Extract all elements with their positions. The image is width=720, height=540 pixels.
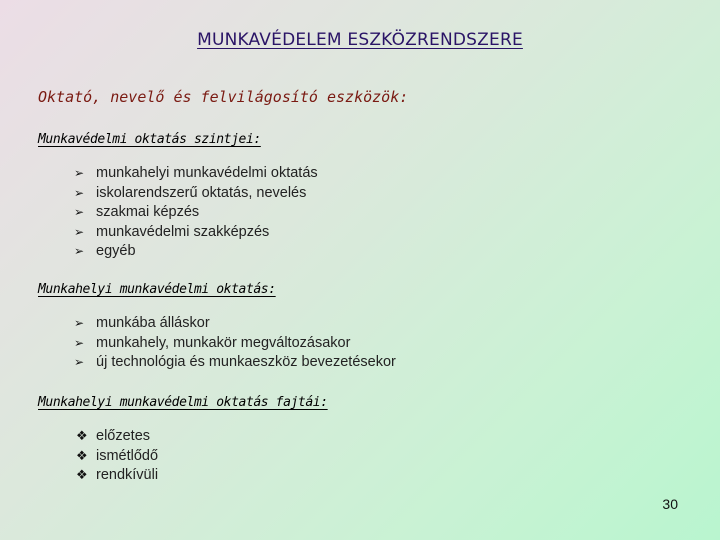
list-item: ➢ munkavédelmi szakképzés [74,223,318,243]
arrowhead-bullet-icon: ➢ [74,224,85,239]
arrowhead-bullet-icon: ➢ [74,244,85,258]
section-heading-types: Munkahelyi munkavédelmi oktatás fajtái: [38,395,328,410]
diamond-bullet-icon: ❖ [76,448,88,464]
main-heading: Oktató, nevelő és felvilágosító eszközök: [38,88,409,106]
arrowhead-bullet-icon: ➢ [74,355,85,369]
slide-title-text: MUNKAVÉDELEM ESZKÖZRENDSZERE [197,30,523,50]
list-item: ➢ egyéb [74,242,318,262]
section-heading-levels: Munkavédelmi oktatás szintjei: [38,132,261,147]
bullet-list-levels [74,164,318,262]
page-number: 30 [662,496,678,512]
arrowhead-bullet-icon: ➢ [74,205,85,219]
arrowhead-bullet-icon: ➢ [74,335,85,350]
diamond-bullet-icon: ❖ [76,468,88,483]
diamond-bullet-icon: ❖ [76,429,88,444]
arrowhead-bullet-icon: ➢ [74,166,85,180]
slide-title [0,30,720,50]
bullet-list-workplace [74,314,396,373]
arrowhead-bullet-icon: ➢ [74,185,85,200]
list-item: ➢ iskolarendszerű oktatás, nevelés [74,184,318,204]
list-item: ➢ munkába álláskor [74,314,396,334]
list-item: ➢ munkahelyi munkavédelmi oktatás [74,164,318,184]
list-item: ➢ munkahely, munkakör megváltozásakor [74,334,396,354]
list-item: ❖ rendkívüli [76,466,158,486]
list-item: ❖ ismétlődő [76,447,158,467]
arrowhead-bullet-icon: ➢ [74,316,85,330]
section-heading-workplace: Munkahelyi munkavédelmi oktatás: [38,282,276,297]
list-item: ❖ előzetes [76,427,158,447]
list-item: ➢ új technológia és munkaeszköz bevezetésekor [74,353,396,373]
bullet-list-types [76,427,158,486]
list-item: ➢ szakmai képzés [74,203,318,223]
